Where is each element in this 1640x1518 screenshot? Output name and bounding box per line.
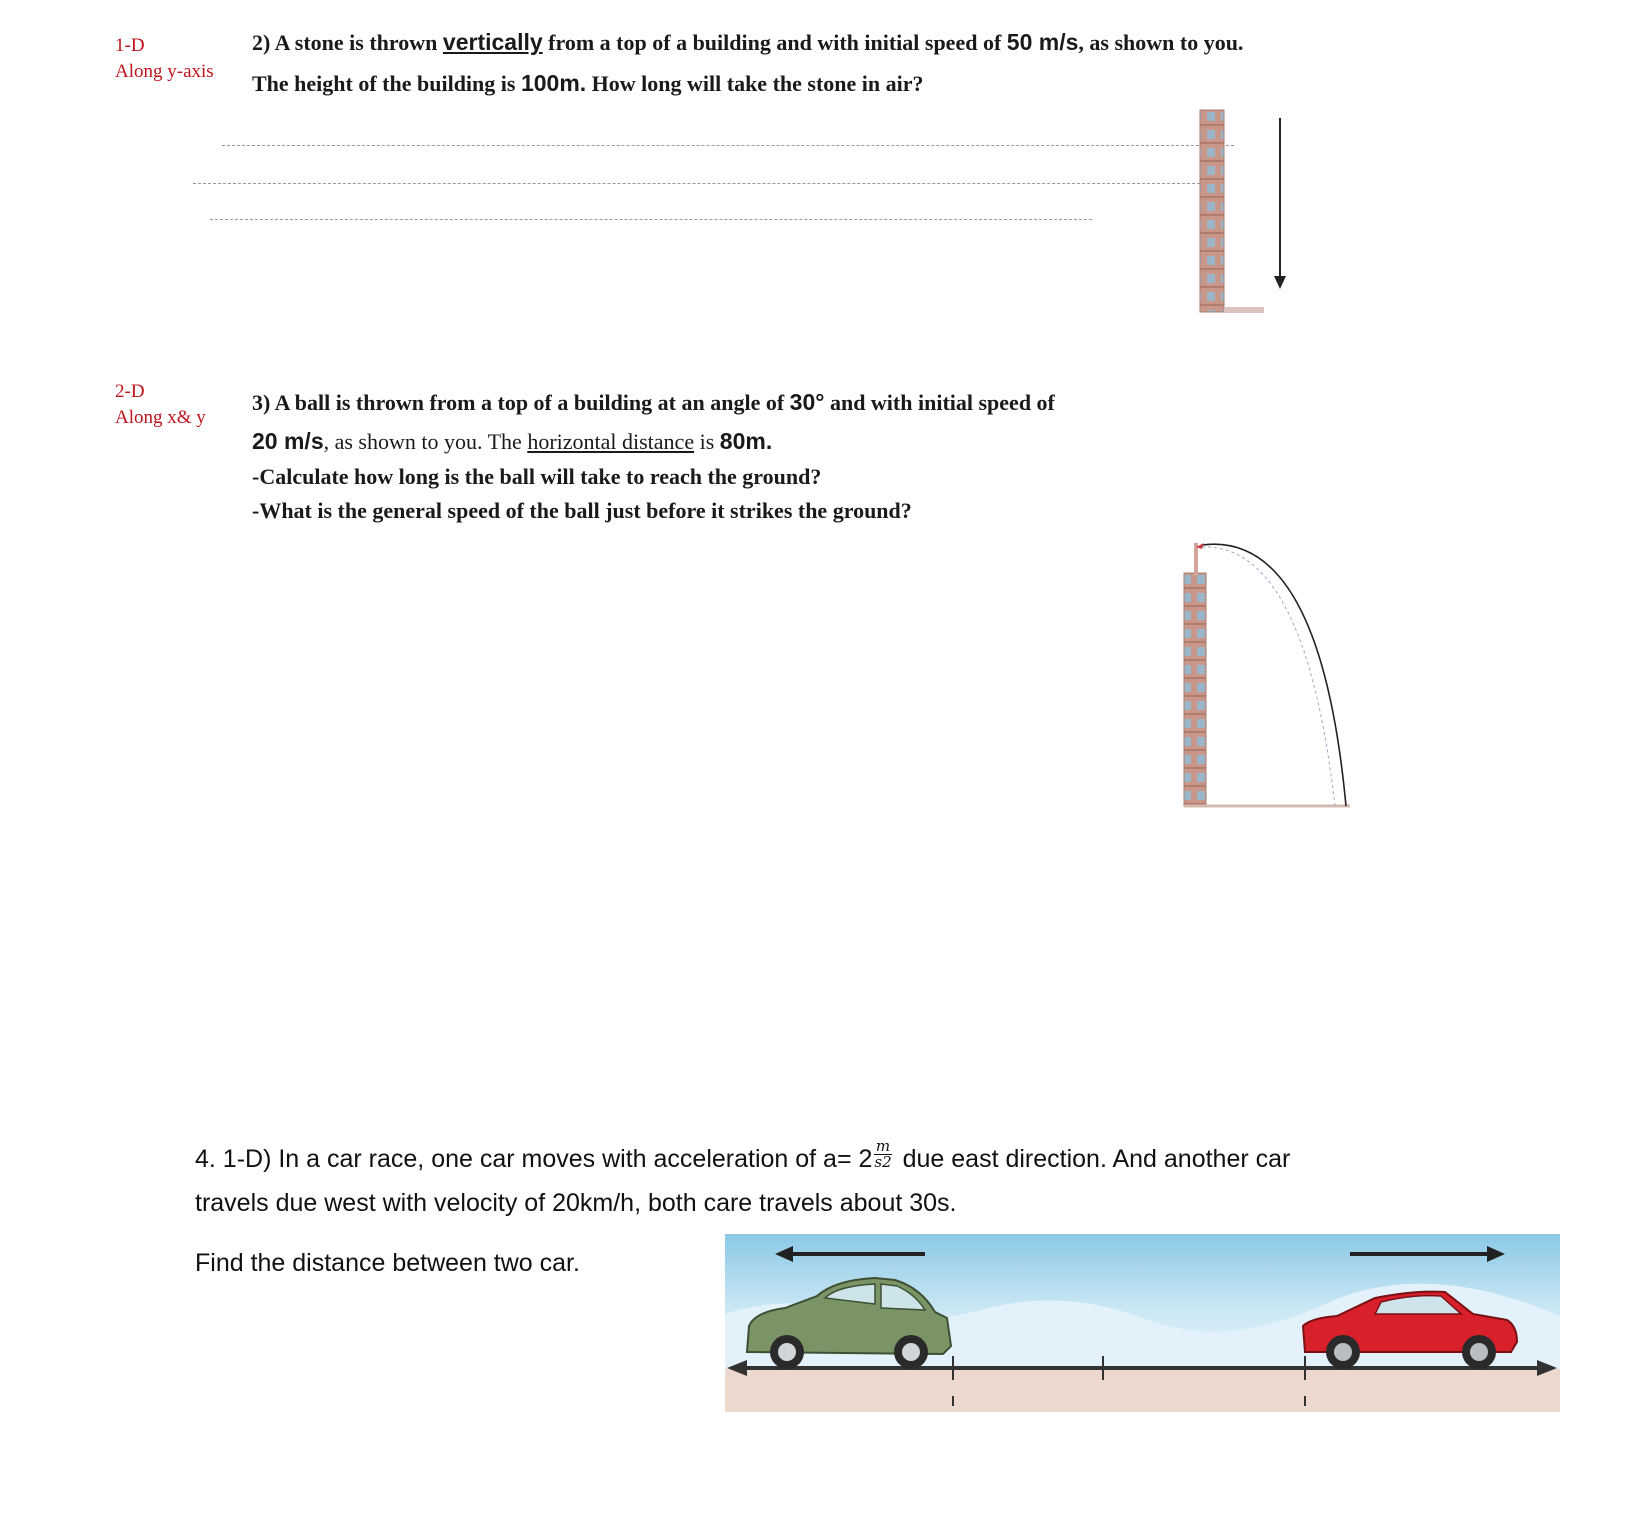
car-race-figure <box>725 1234 1560 1412</box>
question-4-line-1: 4. 1-D) In a car race, one car moves with acceleration of a= 2 $\frac{m}{s2}$ due east direction. And another car <box>195 1136 1291 1173</box>
question-3-line-1: 3) A ball is thrown from a top of a building at an angle of 30° and with initial speed of <box>252 389 1055 415</box>
ground-ledge <box>1224 307 1264 313</box>
trajectory-guide <box>1202 547 1335 806</box>
ground-background <box>725 1369 1560 1412</box>
question-4-line-2: travels due west with velocity of 20km/h, both care travels about 30s. <box>195 1189 957 1217</box>
section-tag-2d: 2-D <box>115 381 145 402</box>
building-wall <box>1200 110 1224 312</box>
question-3-line-4: -What is the general speed of the ball just before it strikes the ground? <box>252 498 912 523</box>
building-top <box>1194 543 1198 575</box>
question-4-line-3: Find the distance between two car. <box>195 1249 580 1277</box>
section-tag-along-y: Along y-axis <box>115 61 214 82</box>
q2-building-figure <box>1190 108 1290 328</box>
question-3-line-2: 20 m/s, as shown to you. The horizontal distance is 80m. <box>252 428 773 454</box>
building-wall <box>1184 573 1206 806</box>
question-2-line-2: The height of the building is 100m. How long will take the stone in air? <box>252 70 924 96</box>
answer-line-1 <box>222 145 1234 146</box>
unit-fraction: $\frac{m}{s2}$ <box>874 1136 892 1171</box>
q3-projectile-figure <box>1180 535 1355 820</box>
question-3-line-3: -Calculate how long is the ball will take to reach the ground? <box>252 464 822 489</box>
trajectory-curve <box>1202 544 1346 806</box>
section-tag-1d: 1-D <box>115 35 145 56</box>
section-tag-along-xy: Along x& y <box>115 407 206 428</box>
downward-arrowhead-icon <box>1274 276 1286 289</box>
answer-line-2 <box>193 183 1205 184</box>
question-2-line-1: 2) A stone is thrown vertically from a top of a building and with initial speed of 50 m/s, as shown to you. <box>252 29 1244 55</box>
answer-line-3 <box>210 219 1092 220</box>
